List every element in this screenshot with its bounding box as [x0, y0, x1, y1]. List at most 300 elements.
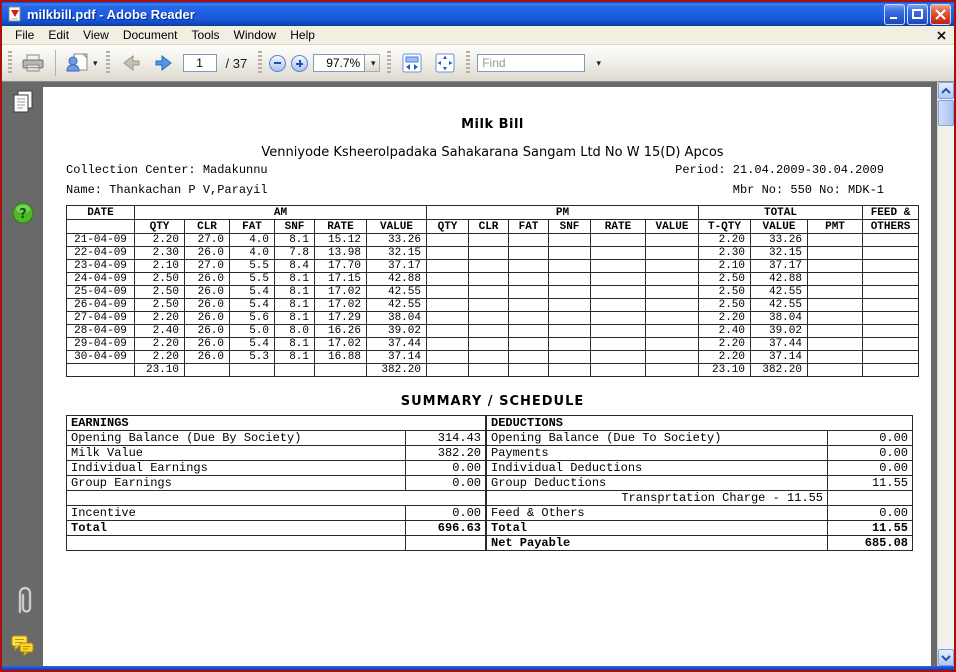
milk-cell: 17.15: [315, 273, 367, 286]
navigation-sidebar: [2, 82, 43, 666]
summary-label: Net Payable: [487, 536, 828, 551]
milk-row: [67, 273, 919, 286]
milk-cell: 39.02: [367, 325, 427, 338]
summary-label: Group Deductions: [487, 476, 828, 491]
milk-cell: 17.29: [315, 312, 367, 325]
find-dropdown-button[interactable]: [590, 54, 605, 72]
milk-cell: 37.14: [367, 351, 427, 364]
window-bottom-border: [2, 666, 954, 670]
milk-cell: 26-04-09: [67, 299, 135, 312]
milk-cell: 32.15: [367, 247, 427, 260]
milk-cell: 17.02: [315, 299, 367, 312]
milk-cell: 8.1: [275, 286, 315, 299]
summary-label: Feed & Others: [487, 506, 828, 521]
milk-cell: [646, 312, 699, 325]
pages-panel-icon[interactable]: [11, 89, 35, 115]
scroll-down-button[interactable]: [938, 649, 954, 666]
milk-cell: 17.70: [315, 260, 367, 273]
milk-cell: 2.50: [699, 299, 751, 312]
toolbar-grip[interactable]: [106, 51, 110, 75]
menu-item[interactable]: Document: [122, 28, 178, 42]
summary-row: [487, 521, 913, 536]
maximize-button[interactable]: [907, 4, 928, 25]
milk-cell: 2.30: [135, 247, 185, 260]
zoom-out-button[interactable]: [269, 55, 286, 72]
milk-cell: [549, 338, 591, 351]
milk-cell: [591, 273, 646, 286]
milk-cell: [315, 364, 367, 377]
milk-cell: 2.50: [135, 273, 185, 286]
milk-cell: [509, 351, 549, 364]
milk-cell: 30-04-09: [67, 351, 135, 364]
milk-row: [67, 247, 919, 260]
milk-cell: [646, 299, 699, 312]
milk-cell: 5.4: [230, 286, 275, 299]
summary-row: [67, 506, 486, 521]
milk-cell: [549, 351, 591, 364]
milk-cell: 24-04-09: [67, 273, 135, 286]
summary-heading: SUMMARY / SCHEDULE: [400, 394, 585, 409]
milk-cell: [427, 273, 469, 286]
summary-value: 11.55: [828, 521, 913, 536]
milk-cell: [469, 260, 509, 273]
milk-cell: 2.20: [699, 312, 751, 325]
milk-cell: 5.6: [230, 312, 275, 325]
milk-cell: 42.55: [751, 299, 808, 312]
column-header: FAT: [230, 220, 275, 234]
milk-cell: [469, 351, 509, 364]
zoom-level-value[interactable]: 97.7%: [313, 54, 365, 72]
summary-section-header: [487, 416, 913, 431]
milk-cell: [509, 312, 549, 325]
summary-label: Payments: [487, 446, 828, 461]
summary-label: Total: [67, 521, 406, 536]
zoom-in-button[interactable]: [291, 55, 308, 72]
column-header: QTY: [427, 220, 469, 234]
milk-cell: [509, 273, 549, 286]
milk-cell: 2.20: [699, 351, 751, 364]
milk-cell: [808, 260, 863, 273]
column-group: TOTAL: [699, 206, 863, 220]
milk-row: [67, 312, 919, 325]
milk-cell: [808, 247, 863, 260]
column-header: VALUE: [646, 220, 699, 234]
milk-cell: 21-04-09: [67, 234, 135, 247]
menu-item[interactable]: File: [15, 28, 35, 42]
milk-cell: 2.50: [135, 286, 185, 299]
summary-value: 0.00: [828, 431, 913, 446]
summary-row: [487, 506, 913, 521]
milk-cell: [808, 325, 863, 338]
next-page-button[interactable]: [150, 49, 178, 77]
column-header: VALUE: [751, 220, 808, 234]
milk-cell: [509, 364, 549, 377]
milk-cell: 2.20: [699, 234, 751, 247]
period: Period: 21.04.2009-30.04.2009: [675, 163, 884, 177]
milk-cell: 42.88: [751, 273, 808, 286]
milk-cell: [863, 286, 919, 299]
milk-cell: [469, 364, 509, 377]
column-header: T-QTY: [699, 220, 751, 234]
milk-cell: [469, 299, 509, 312]
fit-width-button[interactable]: [398, 49, 426, 77]
milk-cell: 23.10: [699, 364, 751, 377]
milk-subheaders: [67, 220, 919, 234]
milk-cell: [427, 234, 469, 247]
milk-cell: [427, 260, 469, 273]
milk-cell: [646, 351, 699, 364]
milk-cell: [863, 260, 919, 273]
milk-cell: 5.5: [230, 273, 275, 286]
milk-cell: [469, 234, 509, 247]
find-input[interactable]: [477, 54, 585, 72]
milk-cell: 33.26: [751, 234, 808, 247]
milk-cell: 38.04: [367, 312, 427, 325]
milk-cell: 26.0: [185, 312, 230, 325]
milk-cell: [275, 364, 315, 377]
milk-cell: 23-04-09: [67, 260, 135, 273]
milk-cell: [427, 286, 469, 299]
chevron-down-icon: ▾: [93, 57, 98, 68]
milk-cell: 28-04-09: [67, 325, 135, 338]
milk-cell: [549, 364, 591, 377]
milk-cell: [427, 351, 469, 364]
member-name: Name: Thankachan P V,Parayil: [66, 183, 268, 197]
menu-item[interactable]: Help: [290, 28, 315, 42]
summary-value: 0.00: [406, 476, 486, 491]
toolbar-grip[interactable]: [8, 51, 12, 75]
summary-value: 0.00: [406, 461, 486, 476]
milk-cell: [808, 312, 863, 325]
milk-cell: 37.17: [367, 260, 427, 273]
milk-cell: [549, 312, 591, 325]
vertical-scrollbar[interactable]: [937, 82, 954, 666]
milk-cell: 32.15: [751, 247, 808, 260]
milk-cell: 17.02: [315, 286, 367, 299]
milk-cell: [863, 312, 919, 325]
column-header: QTY: [135, 220, 185, 234]
summary-value: 0.00: [828, 446, 913, 461]
milk-cell: 33.26: [367, 234, 427, 247]
menu-bar: [2, 26, 954, 45]
summary-label: Opening Balance (Due By Society): [67, 431, 406, 446]
previous-page-button[interactable]: [117, 49, 145, 77]
milk-row: [67, 234, 919, 247]
attachments-paperclip-icon[interactable]: [11, 584, 35, 618]
milk-cell: 37.44: [751, 338, 808, 351]
column-header: CLR: [469, 220, 509, 234]
milk-cell: [646, 286, 699, 299]
pdf-app-icon: [7, 6, 23, 22]
summary-row: [67, 536, 486, 551]
milk-cell: 26.0: [185, 247, 230, 260]
member-number: Mbr No: 550 No: MDK-1: [732, 183, 884, 197]
milk-cell: 23.10: [135, 364, 185, 377]
milk-cell: 2.30: [699, 247, 751, 260]
milk-cell: [469, 312, 509, 325]
scrollbar-thumb[interactable]: [938, 100, 954, 126]
milk-cell: 2.50: [699, 273, 751, 286]
summary-value: 0.00: [828, 506, 913, 521]
summary-row: [67, 431, 486, 446]
summary-row: [487, 461, 913, 476]
milk-cell: [469, 325, 509, 338]
milk-cell: 4.0: [230, 234, 275, 247]
menu-item[interactable]: Window: [233, 28, 277, 42]
milk-cell: [509, 286, 549, 299]
help-icon[interactable]: [11, 201, 35, 225]
milk-cell: 382.20: [751, 364, 808, 377]
milk-cell: 26.0: [185, 325, 230, 338]
menubar-close-icon[interactable]: [934, 28, 948, 42]
milk-cell: 8.1: [275, 299, 315, 312]
milk-cell: 26.0: [185, 338, 230, 351]
milk-cell: [591, 260, 646, 273]
document-area: [43, 82, 937, 666]
milk-cell: 26.0: [185, 273, 230, 286]
toolbar-grip[interactable]: [387, 51, 391, 75]
title-bar[interactable]: [2, 2, 954, 26]
milk-cell: [509, 260, 549, 273]
milk-cell: 5.0: [230, 325, 275, 338]
milk-cell: [646, 273, 699, 286]
milk-cell: [808, 351, 863, 364]
milk-cell: 16.88: [315, 351, 367, 364]
deductions-table: [486, 415, 913, 551]
milk-cell: 2.40: [699, 325, 751, 338]
summary-label: Opening Balance (Due To Society): [487, 431, 828, 446]
milk-header-groups: [67, 206, 919, 220]
milk-cell: [509, 325, 549, 338]
milk-cell: [509, 338, 549, 351]
milk-cell: [808, 286, 863, 299]
summary-label: Group Earnings: [67, 476, 406, 491]
milk-cell: [863, 299, 919, 312]
bill-title: Milk Bill: [461, 117, 524, 132]
milk-cell: 42.55: [367, 299, 427, 312]
zoom-dropdown-button[interactable]: [365, 54, 380, 72]
milk-cell: [427, 338, 469, 351]
milk-cell: [185, 364, 230, 377]
summary-row: [487, 431, 913, 446]
milk-cell: [591, 351, 646, 364]
milk-cell: [549, 273, 591, 286]
society-name: Venniyode Ksheerolpadaka Sahakarana Sangam Ltd No W 15(D) Apcos: [261, 145, 724, 160]
milk-cell: [469, 273, 509, 286]
column-header: SNF: [275, 220, 315, 234]
milk-cell: [646, 260, 699, 273]
summary-label: [67, 536, 406, 551]
milk-cell: 38.04: [751, 312, 808, 325]
milk-cell: 26.0: [185, 351, 230, 364]
milk-row: [67, 286, 919, 299]
milk-cell: 8.1: [275, 312, 315, 325]
milk-cell: [863, 247, 919, 260]
page-total-label: / 37: [225, 55, 248, 71]
menu-item[interactable]: Tools: [191, 28, 220, 42]
milk-cell: 27-04-09: [67, 312, 135, 325]
milk-cell: [863, 234, 919, 247]
summary-row: [67, 521, 486, 536]
milk-cell: 2.20: [135, 338, 185, 351]
milk-cell: 2.40: [135, 325, 185, 338]
summary-label: Milk Value: [67, 446, 406, 461]
menu-item[interactable]: Edit: [48, 28, 70, 42]
milk-cell: [549, 286, 591, 299]
milk-cell: [646, 338, 699, 351]
milk-cell: [808, 273, 863, 286]
milk-cell: [591, 338, 646, 351]
milk-cell: [469, 286, 509, 299]
milk-cell: [230, 364, 275, 377]
milk-cell: [646, 364, 699, 377]
milk-cell: [591, 247, 646, 260]
milk-cell: [863, 351, 919, 364]
milk-cell: [591, 299, 646, 312]
summary-row: [487, 476, 913, 491]
menu-item[interactable]: View: [83, 28, 109, 42]
summary-row: [67, 476, 486, 491]
summary-section-header: [67, 416, 486, 431]
summary-value: 11.55: [828, 476, 913, 491]
section-title: DEDUCTIONS: [487, 416, 913, 431]
summary-label: Total: [487, 521, 828, 536]
milk-cell: [863, 364, 919, 377]
summary-label: Incentive: [67, 506, 406, 521]
milk-row: [67, 364, 919, 377]
earnings-table: [66, 415, 486, 551]
milk-cell: 27.0: [185, 234, 230, 247]
column-header: RATE: [315, 220, 367, 234]
chevron-down-icon: ▾: [596, 57, 601, 68]
milk-cell: 37.17: [751, 260, 808, 273]
milk-cell: 2.20: [135, 234, 185, 247]
column-group: PM: [427, 206, 699, 220]
column-header: OTHERS: [863, 220, 919, 234]
column-header: CLR: [185, 220, 230, 234]
milk-cell: 382.20: [367, 364, 427, 377]
pdf-page: [43, 87, 931, 666]
print-button[interactable]: [19, 49, 47, 77]
milk-cell: 15.12: [315, 234, 367, 247]
milk-cell: [646, 247, 699, 260]
milk-cell: [427, 312, 469, 325]
column-header: RATE: [591, 220, 646, 234]
close-button[interactable]: [930, 4, 951, 25]
milk-cell: [427, 299, 469, 312]
summary-value: 685.08: [828, 536, 913, 551]
toolbar: [2, 45, 954, 82]
summary-value: 0.00: [828, 461, 913, 476]
milk-cell: 17.02: [315, 338, 367, 351]
milk-cell: 5.5: [230, 260, 275, 273]
milk-cell: 5.4: [230, 338, 275, 351]
milk-cell: 26.0: [185, 299, 230, 312]
milk-cell: 2.50: [699, 286, 751, 299]
milk-cell: [591, 364, 646, 377]
column-header: PMT: [808, 220, 863, 234]
milk-cell: 16.26: [315, 325, 367, 338]
milk-cell: 8.1: [275, 273, 315, 286]
milk-row: [67, 299, 919, 312]
summary-value: 314.43: [406, 431, 486, 446]
column-group: FEED &: [863, 206, 919, 220]
milk-cell: [469, 247, 509, 260]
milk-cell: 27.0: [185, 260, 230, 273]
summary-row: [487, 536, 913, 551]
milk-cell: [549, 260, 591, 273]
milk-cell: [509, 234, 549, 247]
summary-row: [67, 461, 486, 476]
summary-value: [828, 491, 913, 506]
summary-span-cell: [67, 491, 486, 506]
summary-label: Individual Earnings: [67, 461, 406, 476]
milk-cell: [591, 325, 646, 338]
milk-cell: 2.10: [135, 260, 185, 273]
milk-cell: [808, 299, 863, 312]
summary-row: [67, 446, 486, 461]
milk-cell: 22-04-09: [67, 247, 135, 260]
milk-cell: 5.3: [230, 351, 275, 364]
milk-row: [67, 325, 919, 338]
milk-cell: [469, 338, 509, 351]
summary-row: [487, 491, 913, 506]
window-title: milkbill.pdf - Adobe Reader: [27, 6, 195, 22]
milk-row: [67, 338, 919, 351]
milk-cell: [863, 338, 919, 351]
toolbar-grip[interactable]: [466, 51, 470, 75]
section-title: EARNINGS: [67, 416, 486, 431]
milk-cell: [549, 325, 591, 338]
email-share-button[interactable]: [64, 49, 99, 77]
milk-cell: [591, 234, 646, 247]
milk-cell: 8.1: [275, 338, 315, 351]
milk-row: [67, 351, 919, 364]
fit-page-button[interactable]: [431, 49, 459, 77]
milk-cell: [808, 234, 863, 247]
milk-cell: 25-04-09: [67, 286, 135, 299]
milk-cell: [808, 338, 863, 351]
summary-row: [487, 446, 913, 461]
milk-cell: [509, 299, 549, 312]
summary-value: 0.00: [406, 506, 486, 521]
milk-cell: 8.1: [275, 351, 315, 364]
milk-cell: [549, 247, 591, 260]
svg-text:?: ?: [18, 207, 27, 222]
summary-value: [406, 536, 486, 551]
milk-cell: [591, 286, 646, 299]
milk-cell: 42.88: [367, 273, 427, 286]
milk-cell: 26.0: [185, 286, 230, 299]
milk-cell: 42.55: [751, 286, 808, 299]
milk-cell: [646, 234, 699, 247]
toolbar-grip[interactable]: [258, 51, 262, 75]
minimize-button[interactable]: [884, 4, 905, 25]
page-number-input[interactable]: [183, 54, 217, 72]
column-group: AM: [135, 206, 427, 220]
column-header: [67, 220, 135, 234]
milk-cell: 2.20: [135, 312, 185, 325]
comments-icon[interactable]: [10, 634, 36, 658]
milk-cell: [646, 325, 699, 338]
milk-cell: [67, 364, 135, 377]
scroll-up-button[interactable]: [938, 82, 954, 99]
milk-cell: [509, 247, 549, 260]
milk-cell: [427, 247, 469, 260]
column-group: DATE: [67, 206, 135, 220]
chevron-down-icon: ▾: [370, 57, 376, 68]
milk-cell: 2.50: [135, 299, 185, 312]
